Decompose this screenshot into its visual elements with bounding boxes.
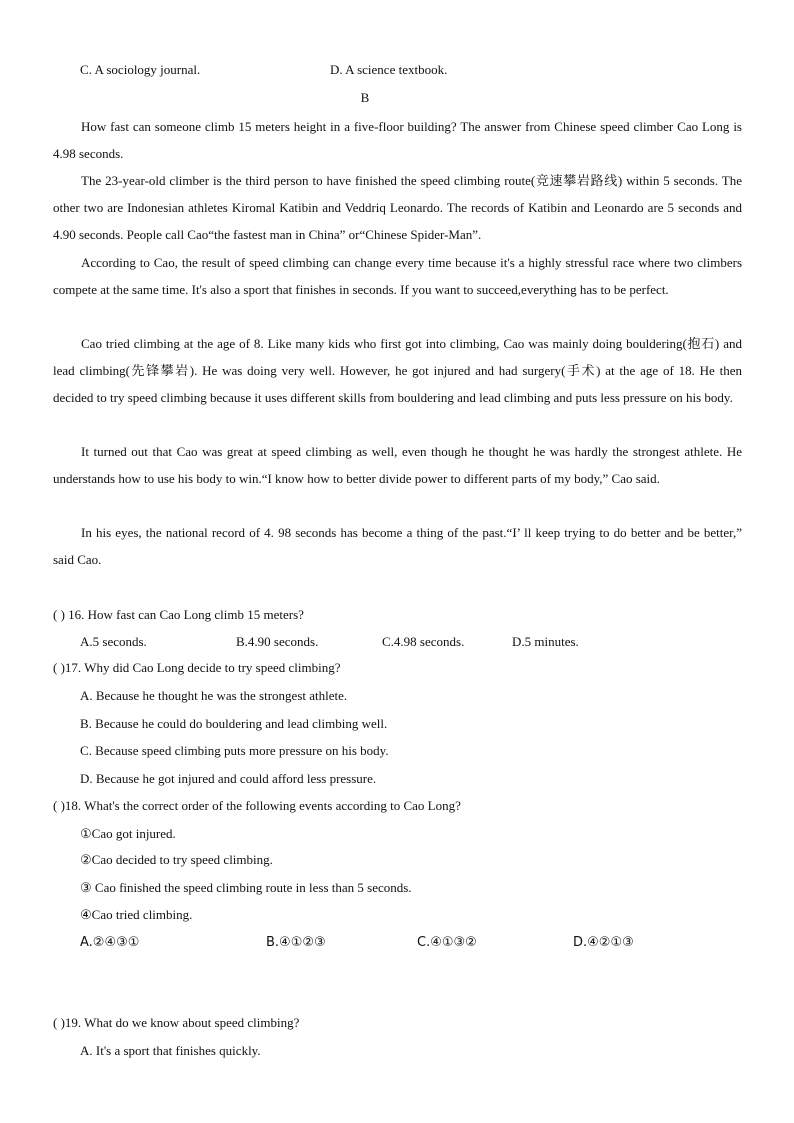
- passage-paragraph-4: Cao tried climbing at the age of 8. Like many kids who first got into climbing, Cao was mainly doing bouldering(抱石) and lead climbing(先锋攀岩). He was doing very well. However, he got injured and had surgery(手术) at the age of 18. He then decided to try speed climbing because it uses different skills from bouldering and lead climbing and puts less pressure on his body.: [53, 336, 742, 405]
- passage-paragraph-2: The 23-year-old climber is the third person to have finished the speed climbing route(竞速攀岩路线) within 5 seconds. The other two are Indonesian athletes Kiromal Katibin and Veddriq Leonardo. The records of Katibin and Leonardo are 5 seconds and 4.90 seconds. People call Cao“the fastest man in China” or“Chinese Spider-Man”.: [53, 173, 742, 242]
- q18-event-4: ④Cao tried climbing.: [80, 907, 193, 922]
- question-18-stem: ( )18. What's the correct order of the following events according to Cao Long?: [53, 798, 461, 813]
- prev-option-c: C. A sociology journal.: [80, 62, 201, 77]
- passage-paragraph-6: In his eyes, the national record of 4. 98 seconds has become a thing of the past.“I’ ll keep trying to do better and be better,” said Cao.: [53, 525, 742, 567]
- q18-event-1: ①Cao got injured.: [80, 826, 176, 841]
- q18-option-d: D.④②①③: [573, 935, 634, 950]
- q18-event-3: ③ Cao finished the speed climbing route in less than 5 seconds.: [80, 880, 412, 895]
- q16-option-d: D.5 minutes.: [512, 634, 579, 649]
- question-19-stem: ( )19. What do we know about speed climbing?: [53, 1015, 300, 1030]
- q19-option-a: A. It's a sport that finishes quickly.: [80, 1043, 261, 1058]
- passage-paragraph-3: According to Cao, the result of speed climbing can change every time because it's a highly stressful race where two climbers compete at the same time. It's also a sport that finishes in seconds. If you want to succeed,everything has to be perfect.: [53, 255, 742, 297]
- q18-option-b: B.④①②③: [266, 935, 326, 950]
- q17-option-c: C. Because speed climbing puts more pressure on his body.: [80, 743, 389, 758]
- question-16-stem: ( ) 16. How fast can Cao Long climb 15 meters?: [53, 607, 304, 622]
- passage-paragraph-1: How fast can someone climb 15 meters height in a five-floor building? The answer from Chinese speed climber Cao Long is 4.98 seconds.: [53, 119, 742, 161]
- q17-option-d: D. Because he got injured and could afford less pressure.: [80, 771, 377, 786]
- q18-event-2: ②Cao decided to try speed climbing.: [80, 852, 273, 867]
- prev-option-d: D. A science textbook.: [330, 62, 448, 77]
- question-17-stem: ( )17. Why did Cao Long decide to try speed climbing?: [53, 660, 341, 675]
- passage-paragraph-5: It turned out that Cao was great at speed climbing as well, even though he thought he was hardly the strongest athlete. He understands how to use his body to win.“I know how to better divide power to different parts of my body,” Cao said.: [53, 444, 742, 486]
- section-label: B: [360, 90, 370, 105]
- q18-option-a: A.②④③①: [80, 935, 140, 950]
- q17-option-b: B. Because he could do bouldering and lead climbing well.: [80, 716, 388, 731]
- q18-option-c: C.④①③②: [417, 935, 477, 950]
- q16-option-a: A.5 seconds.: [80, 634, 147, 649]
- q17-option-a: A. Because he thought he was the strongest athlete.: [80, 688, 348, 703]
- q16-option-c: C.4.98 seconds.: [382, 634, 465, 649]
- q16-option-b: B.4.90 seconds.: [236, 634, 319, 649]
